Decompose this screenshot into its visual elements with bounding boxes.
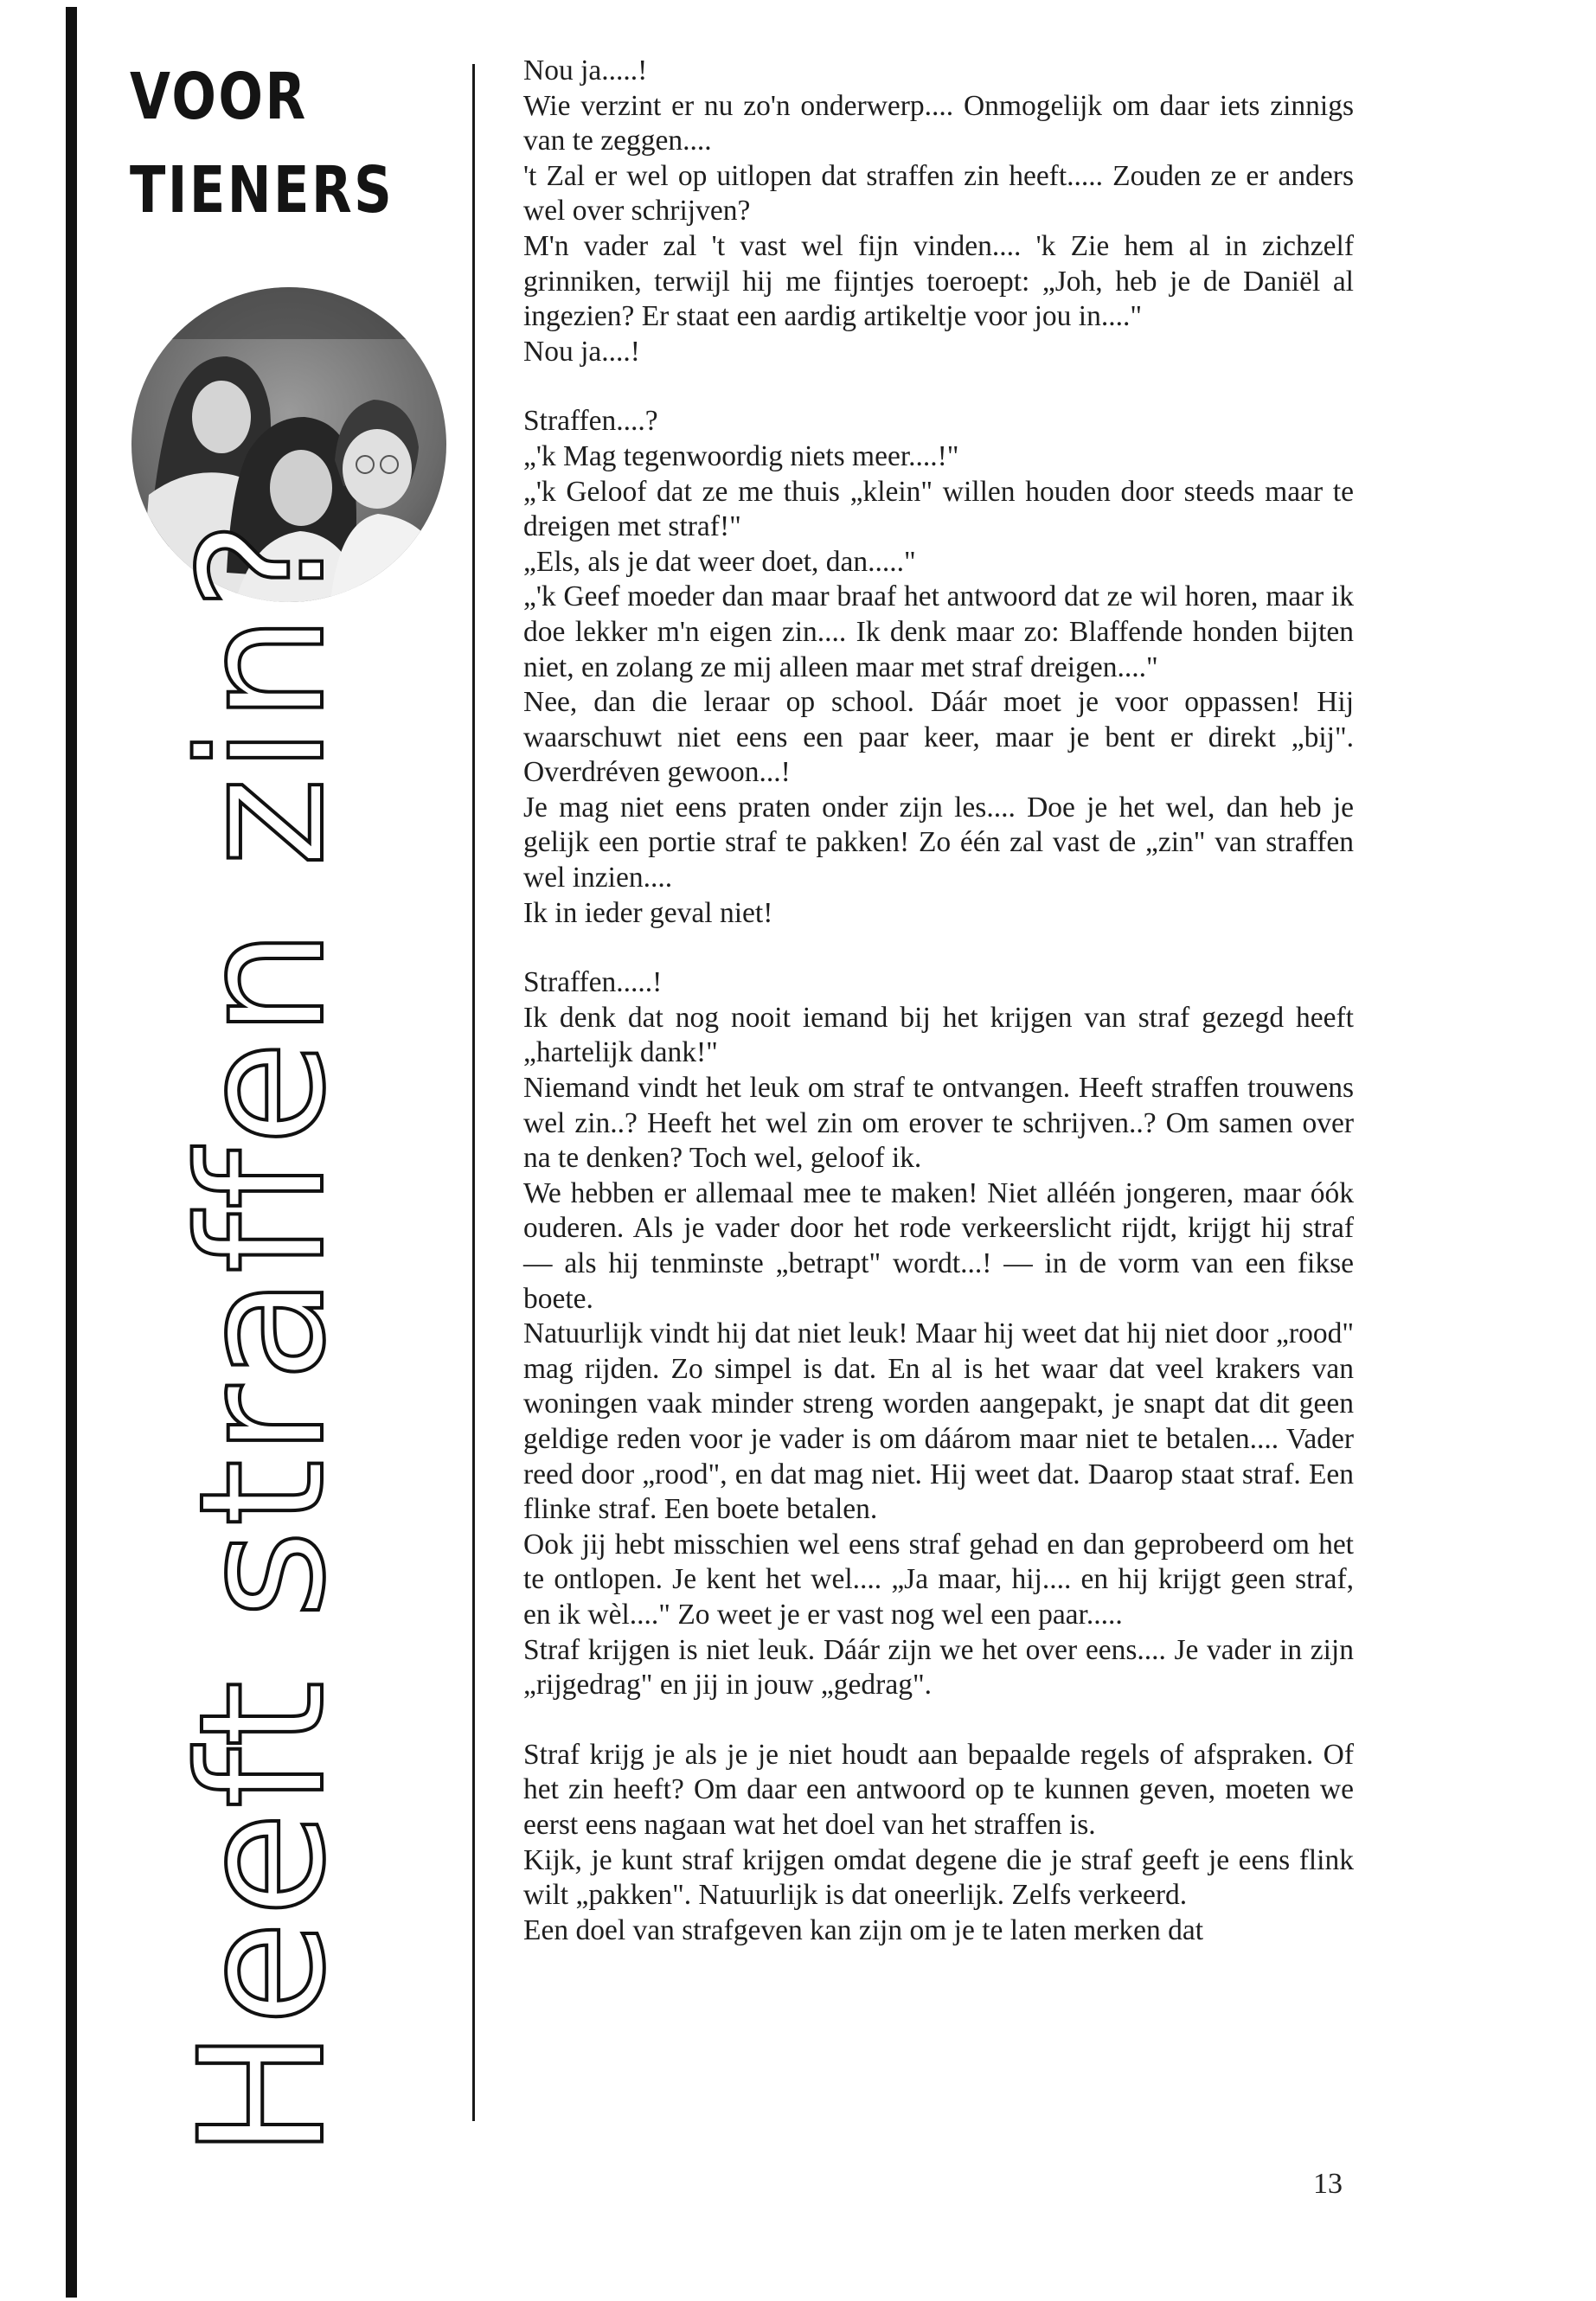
article-paragraph: Nou ja....! [523,335,640,368]
article-paragraph: M'n vader zal 't vast wel fijn vinden.... 'k Zie hem al in zichzelf grinniken, terwijl hij me fijntjes toeroept: „Joh, heb je de Daniël al ingezien? Er staat een aardig artikeltje voor jou in...." [523,229,1354,333]
page-number: 13 [1313,2168,1343,2200]
article-paragraph: Natuurlijk vindt hij dat niet leuk! Maar hij weet dat hij niet door „rood" mag rijden. Zo simpel is dat. En al is het waar dat veel krakers van woningen vaak minder streng worden aangepakt, je snapt dat dit geen geldige reden voor je vader is om dáárom maar niet te betalen.... Vader reed door „rood", en dat mag niet. Hij weet dat. Daarop staat straf. Een flinke straf. Een boete betalen. [523,1317,1354,1526]
article-paragraph: Wie verzint er nu zo'n onderwerp.... Onmogelijk om daar iets zinnigs van te zeggen.... [523,89,1354,157]
article-paragraph: Straf krijgen is niet leuk. Dáár zijn we het over eens.... Je vader in zijn „rijgedrag" en jij in jouw „gedrag". [523,1633,1354,1702]
article-paragraph: Nou ja.....! [523,54,648,87]
article-paragraph: Ik in ieder geval niet! [523,896,773,929]
article-paragraph: Nee, dan die leraar op school. Dáár moet je voor oppassen! Hij waarschuwt niet eens een paar keer, maar je bent er direkt „bij". Overdréven gewoon...! [523,686,1354,789]
section-title-line-2: TIENERS [130,153,394,228]
article-body [523,54,1354,1948]
article-paragraph: Ook jij hebt misschien wel eens straf gehad en dan geprobeerd om het te ontlopen. Je kent het wel.... „Ja maar, hij.... en hij krijgt geen straf, en ik wèl...." Zo weet je er vast nog wel een paar..... [523,1528,1354,1631]
column-divider [472,64,475,2121]
article-paragraph: Straffen.....! [523,966,663,999]
section-title [130,50,394,237]
section-title-line-1: VOOR [130,60,308,134]
article-paragraph: Niemand vindt het leuk om straf te ontvangen. Heeft straffen trouwens wel zin..? Heeft het wel zin om erover te schrijven..? Om samen over na te denken? Toch wel, geloof ik. [523,1072,1354,1175]
article-paragraph: „'k Geef moeder dan maar braaf het antwoord dat ze wil horen, maar ik doe lekker m'n eigen zin.... Ik denk maar zo: Blaffende honden bijten niet, en zolang ze mij alleen maar met straf dreigen...." [523,580,1354,683]
article-paragraph: „'k Geloof dat ze me thuis „klein" willen houden door steeds maar te dreigen met straf!" [523,475,1354,543]
article-paragraph: Ik denk dat nog nooit iemand bij het krijgen van straf gezegd heeft „hartelijk dank!" [523,1001,1354,1069]
article-paragraph: Kijk, je kunt straf krijgen omdat degene die je straf geeft je eens flink wilt „pakken". Natuurlijk is dat oneerlijk. Zelfs verkeerd. [523,1843,1354,1912]
left-margin-bar [66,7,77,2298]
article-paragraph: Straffen....? [523,405,658,438]
article-paragraph: „Els, als je dat weer doet, dan....." [523,545,916,578]
article-paragraph: Straf krijg je als je je niet houdt aan bepaalde regels of afspraken. Of het zin heeft? Om daar een antwoord op te kunnen geven, moeten we eerst eens nagaan wat het doel van het straffen is. [523,1738,1354,1841]
article-paragraph: 't Zal er wel op uitlopen dat straffen zin heeft..... Zouden ze er anders wel over schrijven? [523,159,1354,228]
article-paragraph: „'k Mag tegenwoordig niets meer....!" [523,439,959,472]
article-headline: Heeft straffen zin? [163,516,362,2158]
article-paragraph: We hebben er allemaal mee te maken! Niet alléén jongeren, maar óók ouderen. Als je vader door het rode verkeerslicht rijdt, krijgt hij straf — als hij tenminste „betrapt" wordt...! — in de vorm van een fikse boete. [523,1176,1354,1315]
article-paragraph: Je mag niet eens praten onder zijn les.... Doe je het wel, dan heb je gelijk een portie straf te pakken! Zo één zal vast de „zin" van straffen wel inzien.... [523,791,1354,894]
article-paragraph: Een doel van strafgeven kan zijn om je te laten merken dat [523,1913,1204,1946]
